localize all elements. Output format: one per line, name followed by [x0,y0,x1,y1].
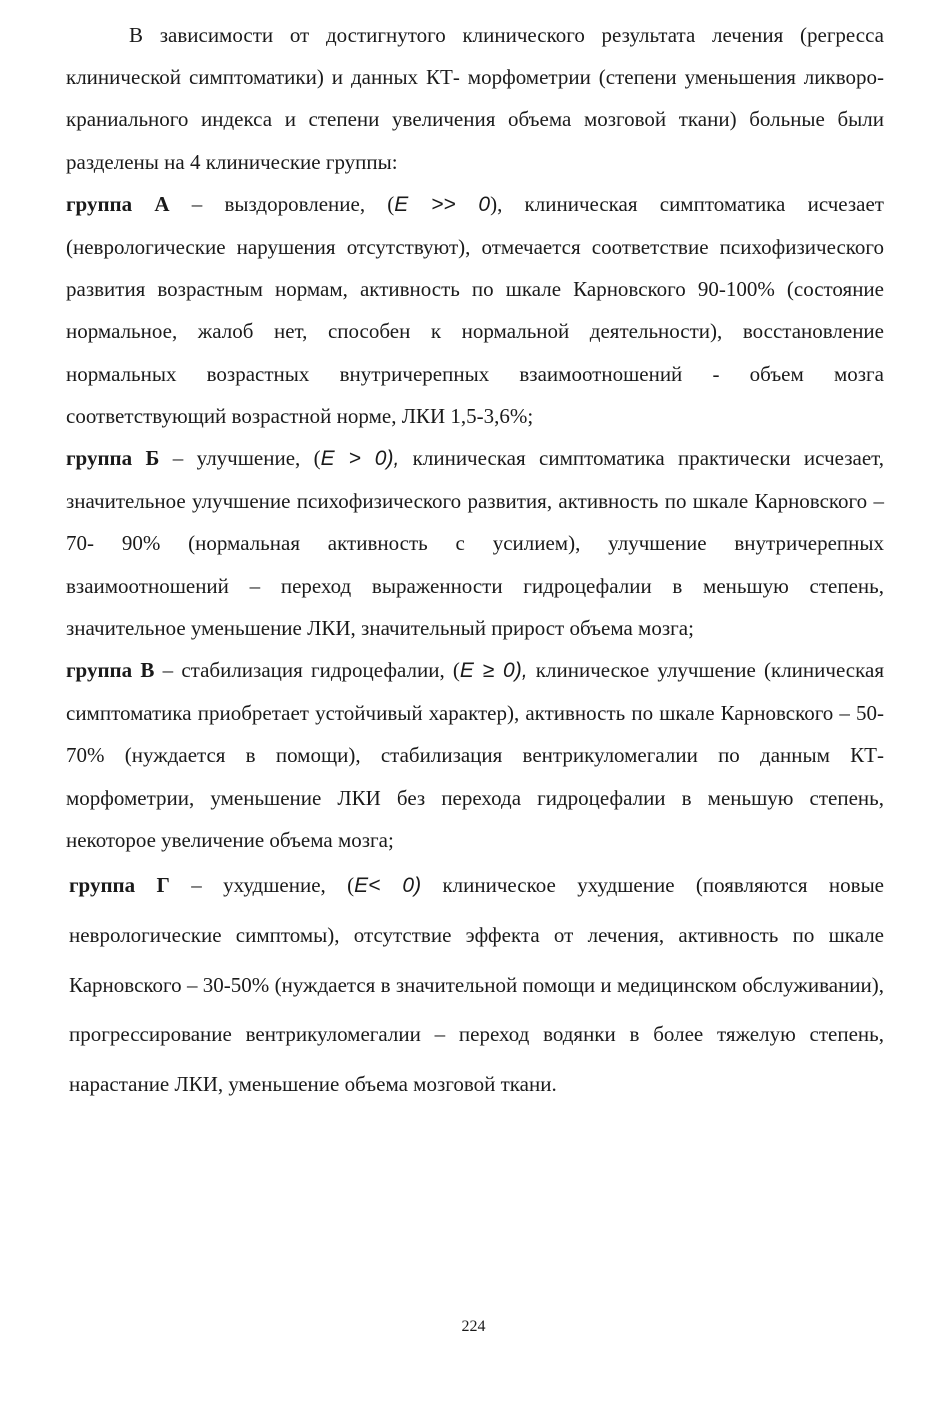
group-b-paragraph [66,437,884,649]
group-v-paragraph [66,649,884,861]
group-b-text: клиническая симптоматика практически исчезает, значительное улучшение психофизического развития, активность по шкале Карновского – 70- 90% (нормальная активность с усилием), улучшение внутричерепных взаимоотношений – переход выраженности гидроцефалии в меньшую степень, значительное уменьшение ЛКИ, значительный прирост объема мозга; [66,446,884,640]
group-v-text: клиническое улучшение (клиническая симптоматика приобретает устойчивый характер), активность по шкале Карновского – 50-70% (нуждается в помощи), стабилизация вентрикуломегалии по данным КТ- морфометрии, уменьшение ЛКИ без перехода гидроцефалии в меньшую степень, некоторое увеличение объема мозга; [66,658,884,852]
group-v-dash: – стабилизация гидроцефалии, ( [154,658,460,683]
group-v-label: группа В [66,658,155,683]
group-b-dash: – улучшение, ( [159,446,321,471]
group-g-label: группа Г [69,873,170,898]
intro-paragraph: В зависимости от достигнутого клинического результата лечения (регресса клинической симптоматики) и данных КТ- морфометрии (степени уменьшения ликворо-краниального индекса и степени увеличения объема мозговой ткани) больные были разделены на 4 клинические группы: [66,23,884,174]
group-a-formula: E >> 0 [394,192,491,216]
group-g-formula: E< 0) [354,874,422,898]
group-b-label: группа Б [66,446,160,471]
group-v-formula: E ≥ 0), [459,659,528,683]
group-g-paragraph [66,861,884,1110]
group-a-label: группа А [66,191,170,216]
group-g-dash: – ухудшение, ( [169,873,355,898]
page-number: 224 [461,1318,486,1335]
document-page [66,14,884,1110]
group-a-paragraph [66,183,884,437]
group-g-text: клиническое ухудшение (появляются новые неврологические симптомы), отсутствие эффекта от лечения, активность по шкале Карновского – 30-50% (нуждается в значительной помощи и медицинском обслуживании), прогрессирование вентрикуломегалии – переход водянки в более тяжелую степень, нарастание ЛКИ, уменьшение объема мозговой ткани. [69,873,884,1097]
group-a-text: ), клиническая симптоматика исчезает (неврологические нарушения отсутствуют), отмечается соответствие психофизического развития возрастным нормам, активность по шкале Карновского 90-100% (состояние нормальное, жалоб нет, способен к нормальной деятельности), восстановление нормальных возрастных внутричерепных взаимоотношений - объем мозга соответствующий возрастной норме, ЛКИ 1,5-3,6%; [66,191,884,428]
group-b-formula: E > 0), [320,447,400,471]
group-a-dash: – выздоровление, ( [169,191,395,216]
